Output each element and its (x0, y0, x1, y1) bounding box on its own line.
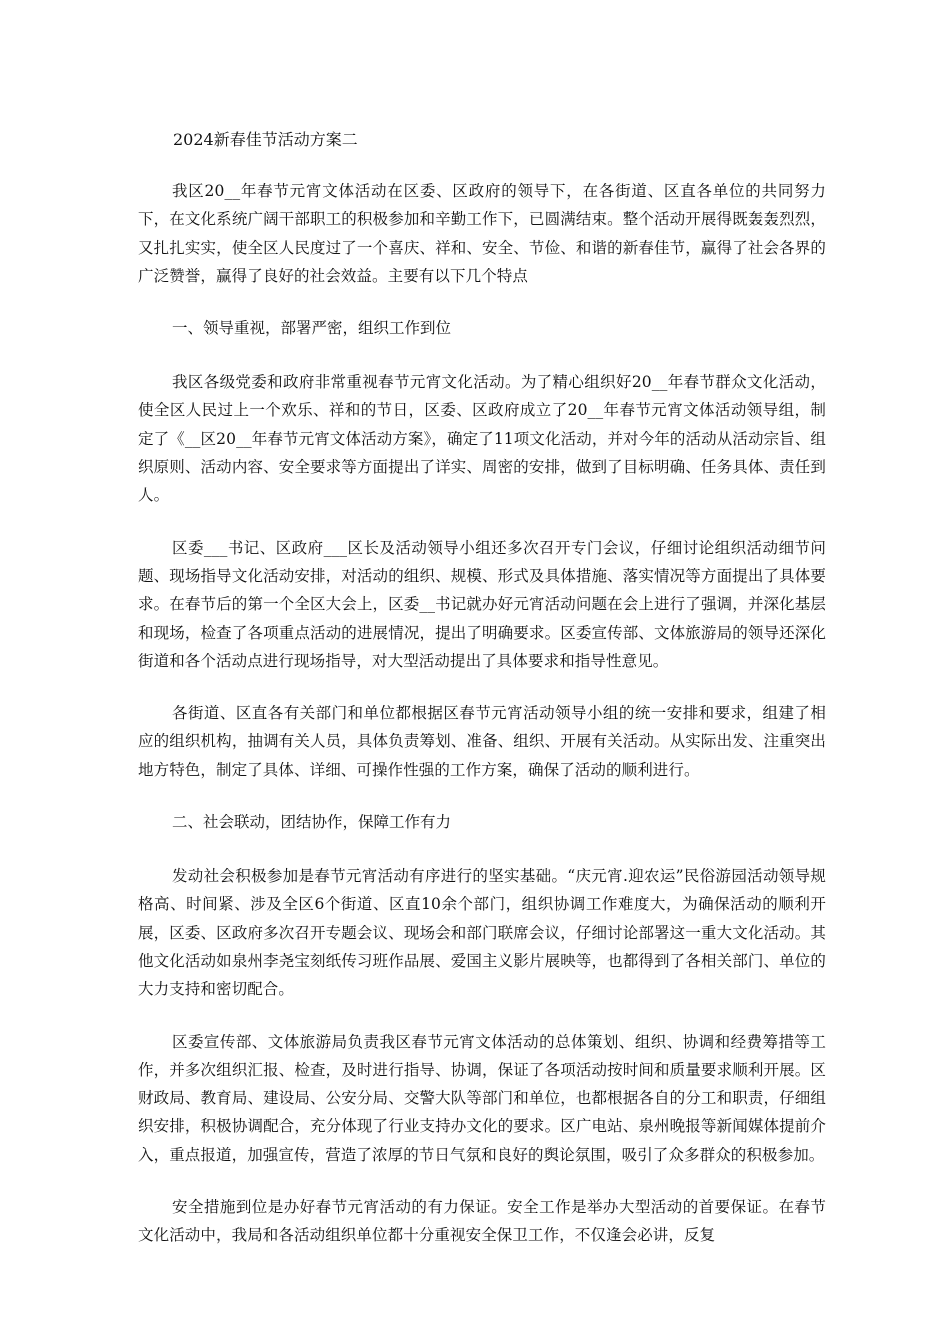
document-title: 2024新春佳节活动方案二 (173, 130, 358, 149)
section-heading: 一、领导重视，部署严密，组织工作到位 (172, 319, 452, 338)
section-heading: 二、社会联动，团结协作，保障工作有力 (172, 813, 452, 832)
paragraph: 区委___书记、区政府___区长及活动领导小组还多次召开专门会议，仔细讨论组织活动细节问题、现场指导文化活动安排，对活动的组织、规模、形式及具体措施、落实情况等方面提出了具体要求。在春节后的第一个全区大会上，区委__书记就办好元宵活动问题在会上进行了强调，并深化基层和现场，检查了各项重点活动的进展情况，提出了明确要求。区委宣传部、文体旅游局的领导还深化街道和各个活动点进行现场指导，对大型活动提出了具体要求和指导性意见。 (138, 538, 826, 670)
paragraph: 发动社会积极参加是春节元宵活动有序进行的坚实基础。“庆元宵.迎农运”民俗游园活动领导规格高、时间紧、涉及全区6个街道、区直10余个部门，组织协调工作难度大，为确保活动的顺利开展，区委、区政府多次召开专题会议、现场会和部门联席会议，仔细讨论部署这一重大文化活动。其他文化活动如泉州李尧宝刻纸传习班作品展、爱国主义影片展映等，也都得到了各相关部门、单位的大力支持和密切配合。 (138, 867, 826, 999)
paragraph: 我区各级党委和政府非常重视春节元宵文化活动。为了精心组织好20__年春节群众文化活动，使全区人民过上一个欢乐、祥和的节日，区委、区政府成立了20__年春节元宵文体活动领导组，制定了《__区20__年春节元宵文体活动方案》，确定了11项文化活动，并对今年的活动从活动宗旨、组织原则、活动内容、安全要求等方面提出了详实、周密的安排，做到了目标明确、任务具体、责任到人。 (138, 373, 826, 505)
document-body (138, 126, 826, 1274)
paragraph: 安全措施到位是办好春节元宵活动的有力保证。安全工作是举办大型活动的首要保证。在春节文化活动中，我局和各活动组织单位都十分重视安全保卫工作，不仅逢会必讲，反复 (138, 1198, 826, 1245)
paragraph: 区委宣传部、文体旅游局负责我区春节元宵文体活动的总体策划、组织、协调和经费筹措等工作，并多次组织汇报、检查，及时进行指导、协调，保证了各项活动按时间和质量要求顺利开展。区财政局、教育局、建设局、公安分局、交警大队等部门和单位，也都根据各自的分工和职责，仔细组织安排，积极协调配合，充分体现了行业支持办文化的要求。区广电站、泉州晚报等新闻媒体提前介入，重点报道，加强宣传，营造了浓厚的节日气氛和良好的舆论氛围，吸引了众多群众的积极参加。 (138, 1032, 826, 1164)
paragraph: 我区20__年春节元宵文体活动在区委、区政府的领导下，在各街道、区直各单位的共同努力下，在文化系统广阔干部职工的积极参加和辛勤工作下，已圆满结束。整个活动开展得既轰轰烈烈，又扎扎实实，使全区人民度过了一个喜庆、祥和、安全、节俭、和谐的新春佳节，赢得了社会各界的广泛赞誉，赢得了良好的社会效益。主要有以下几个特点 (138, 182, 826, 285)
paragraph: 各街道、区直各有关部门和单位都根据区春节元宵活动领导小组的统一安排和要求，组建了相应的组织机构，抽调有关人员，具体负责筹划、准备、组织、开展有关活动。从实际出发、注重突出地方特色，制定了具体、详细、可操作性强的工作方案，确保了活动的顺利进行。 (138, 704, 826, 779)
